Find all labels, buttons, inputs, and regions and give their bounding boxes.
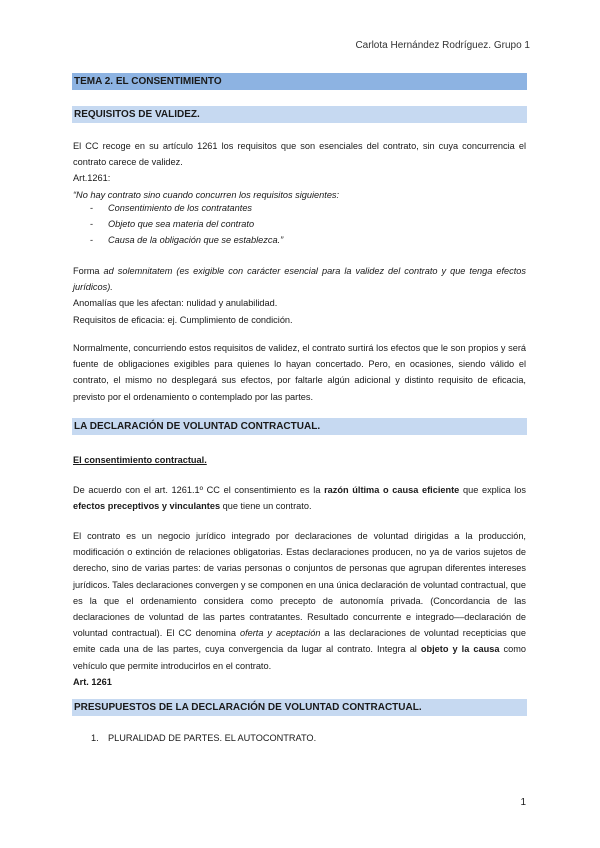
subtitle-text: El consentimiento contractual.	[73, 455, 207, 465]
list-item: Consentimiento de los contratantes	[108, 203, 253, 213]
negocio-text: como vehículo que permite introducirlos en el contrato.	[73, 644, 526, 671]
section-title-presupuestos: PRESUPUESTOS DE LA DECLARACIÓN DE VOLUNTAD CONTRACTUAL.	[72, 699, 527, 716]
acuerdo-text: que tiene un contrato.	[220, 501, 312, 512]
acuerdo-bold: efectos preceptivos y vinculantes	[73, 501, 221, 512]
acuerdo-text: que explica los	[459, 485, 526, 495]
paragraph-negocio	[73, 528, 526, 690]
forma-text: ad solemnitatem (es exigible con carácter esencial para la validez del contrato y que tenga efectos jurídicos).	[73, 266, 526, 293]
negocio-text: a las declaraciones de voluntad recepticias que emite cada una de las partes, cuya convergencia da lugar al contrato. Integra al	[73, 628, 526, 655]
paragraph-cc	[73, 138, 526, 203]
negocio-bold: objeto y la causa	[420, 644, 500, 655]
page-header: Carlota Hernández Rodríguez. Grupo 1	[355, 40, 530, 51]
paragraph-forma	[73, 263, 526, 328]
eficacia-text: Requisitos de eficacia: ej. Cumplimiento de condición.	[73, 314, 293, 325]
article-label: Art.1261:	[73, 173, 111, 184]
numbered-item-text: PLURALIDAD DE PARTES. EL AUTOCONTRATO.	[108, 733, 317, 743]
section-title-requisitos: REQUISITOS DE VALIDEZ.	[72, 106, 527, 123]
negocio-article: Art. 1261	[73, 676, 112, 687]
list-item: Objeto que sea materia del contrato	[108, 219, 255, 229]
list-dash: -	[90, 203, 94, 213]
section-title-declaracion: LA DECLARACIÓN DE VOLUNTAD CONTRACTUAL.	[72, 418, 527, 435]
list-dash: -	[90, 235, 94, 245]
page-number: 1	[520, 797, 526, 808]
acuerdo-text: De acuerdo con el art. 1261.1º CC el consentimiento es la	[73, 485, 325, 495]
paragraph-cc-text: El CC recoge en su artículo 1261 los requisitos que son esenciales del contrato, sin cuya concurrencia el contrato carece de validez.	[73, 141, 526, 168]
list-number: 1.	[91, 733, 99, 743]
list-dash: -	[90, 219, 94, 229]
article-quote: “No hay contrato sino cuando concurren los requisitos siguientes:	[73, 189, 340, 200]
acuerdo-bold: razón última o causa eficiente	[324, 485, 460, 495]
negocio-text: El contrato es un negocio jurídico integrado por declaraciones de voluntad dirigidas a la producción, modificación o extinción de relaciones obligatorias. Estas declaraciones producen, no ya de varios sujetos de derecho, sino de varias partes: de varias personas o conjuntos de personas que agrupan diferentes intereses jurídicos. Tales declaraciones convergen y se componen en una única declaración de voluntad contractual, que es la que el ordenamiento considera como precepto de autonomía privada. (Concordancia de las declaraciones de voluntad de las partes contratantes. Resultado concurrente e integrado––declaración de voluntad contractual). El CC denomina	[73, 531, 526, 639]
paragraph-normalmente	[73, 340, 526, 405]
paragraph-acuerdo	[73, 482, 526, 514]
anomalias-text: Anomalías que les afectan: nulidad y anulabilidad.	[73, 298, 278, 309]
subtitle-consentimiento	[73, 452, 526, 468]
section-title-tema: TEMA 2. EL CONSENTIMIENTO	[72, 73, 527, 90]
forma-label: Forma	[73, 266, 104, 276]
negocio-italic: oferta y aceptación	[239, 628, 321, 639]
normalmente-text: Normalmente, concurriendo estos requisitos de validez, el contrato surtirá los efectos que le son propios y será fuente de obligaciones exigibles para quienes lo hayan concertado. Pero, en ocasiones, siendo válido el contrato, el mismo no desplegará sus efectos, por faltarle algún adicional y distinto requisito de eficacia, previsto por el ordenamiento o contemplado por las partes.	[73, 343, 526, 402]
list-item: Causa de la obligación que se establezca.”	[108, 235, 284, 245]
